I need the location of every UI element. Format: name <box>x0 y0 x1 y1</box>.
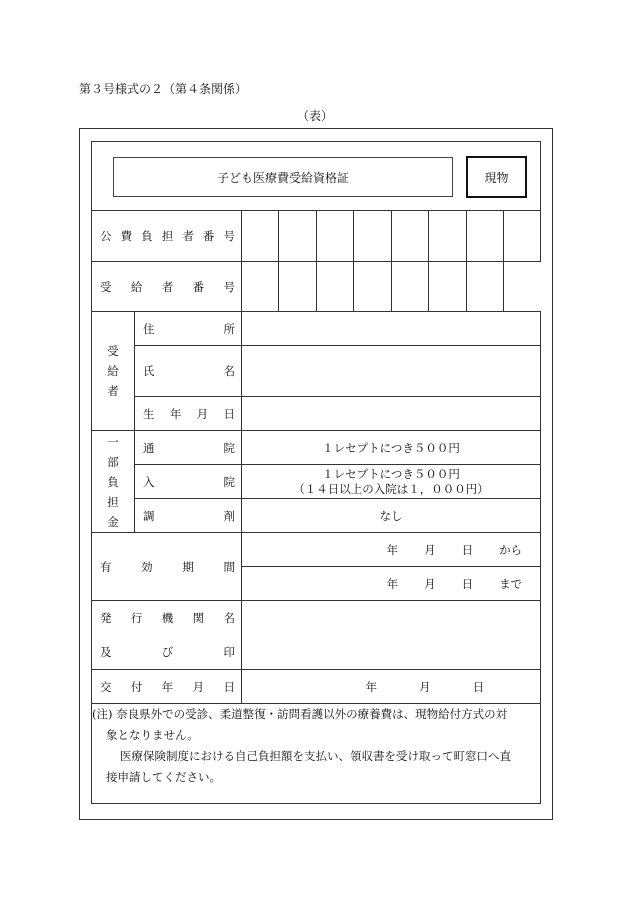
certificate-card <box>91 141 540 806</box>
pharmacy-value: なし <box>242 499 541 533</box>
payer-digit-cell[interactable] <box>467 211 504 262</box>
validity-label: 有 効 期 間 <box>92 533 242 601</box>
form-number: 第３号様式の２（第４条関係） <box>79 82 248 96</box>
name-field[interactable] <box>242 346 541 397</box>
inpatient-value: １レセプトにつき５００円 （１４日以上の入院は１，０００円） <box>242 465 541 499</box>
outpatient-value: １レセプトにつき５００円 <box>242 431 541 465</box>
address-field[interactable] <box>242 312 541 346</box>
payer-digit-cell[interactable] <box>354 211 392 262</box>
face-label: （表） <box>296 109 333 123</box>
recipient-digit-cell[interactable] <box>317 262 354 312</box>
payer-digit-cell[interactable] <box>317 211 354 262</box>
recipient-digit-cell[interactable] <box>392 262 429 312</box>
certificate-table <box>91 141 541 804</box>
recipient-digit-cell[interactable] <box>354 262 392 312</box>
payer-digit-cell[interactable] <box>242 211 279 262</box>
payer-number-label: 公 費 負 担 者 番 号 <box>92 211 242 262</box>
issuer-label: 発 行 機 関 名 及 び 印 <box>92 601 242 670</box>
note-line: 医療保険制度における自己負担額を支払い、領収書を受け取って町窓口へ直 <box>120 749 511 763</box>
note-box <box>92 704 541 804</box>
validity-to[interactable]: 年 月 日 まで <box>242 567 541 601</box>
recipient-number-label: 受 給 者 番 号 <box>92 262 242 312</box>
pharmacy-label: 調 剤 <box>135 499 242 533</box>
recipient-digit-cell[interactable] <box>242 262 279 312</box>
payer-digit-cell[interactable] <box>504 211 541 262</box>
name-label: 氏 名 <box>135 346 242 397</box>
issuer-field[interactable] <box>242 601 541 670</box>
validity-from[interactable]: 年 月 日 から <box>242 533 541 567</box>
certificate-title: 子ども医療費受給資格証 <box>113 157 453 197</box>
note-line: (注) 奈良県外での受診、柔道整復・訪問看護以外の療養費は、現物給付方式の対 <box>92 707 508 721</box>
payer-digit-cell[interactable] <box>429 211 467 262</box>
outpatient-label: 通 院 <box>135 431 242 465</box>
recipient-group-label: 受 給 者 <box>92 312 135 431</box>
issue-date-label: 交 付 年 月 日 <box>92 670 242 704</box>
payer-digit-cell[interactable] <box>279 211 317 262</box>
note-line: 接申請してください。 <box>106 770 221 784</box>
recipient-digit-cell[interactable] <box>467 262 504 312</box>
note-line: 象となりません。 <box>106 728 199 742</box>
inpatient-label: 入 院 <box>135 465 242 499</box>
birth-field[interactable] <box>242 397 541 431</box>
copay-group-label: 一 部 負 担 金 <box>92 431 135 533</box>
recipient-digit-cell[interactable] <box>429 262 467 312</box>
birth-label: 生 年 月 日 <box>135 397 242 431</box>
address-label: 住 所 <box>135 312 242 346</box>
issue-date-field[interactable]: 年 月 日 <box>242 670 541 704</box>
recipient-digit-cell[interactable] <box>279 262 317 312</box>
benefit-type-stamp: 現物 <box>466 156 527 198</box>
payer-digit-cell[interactable] <box>392 211 429 262</box>
